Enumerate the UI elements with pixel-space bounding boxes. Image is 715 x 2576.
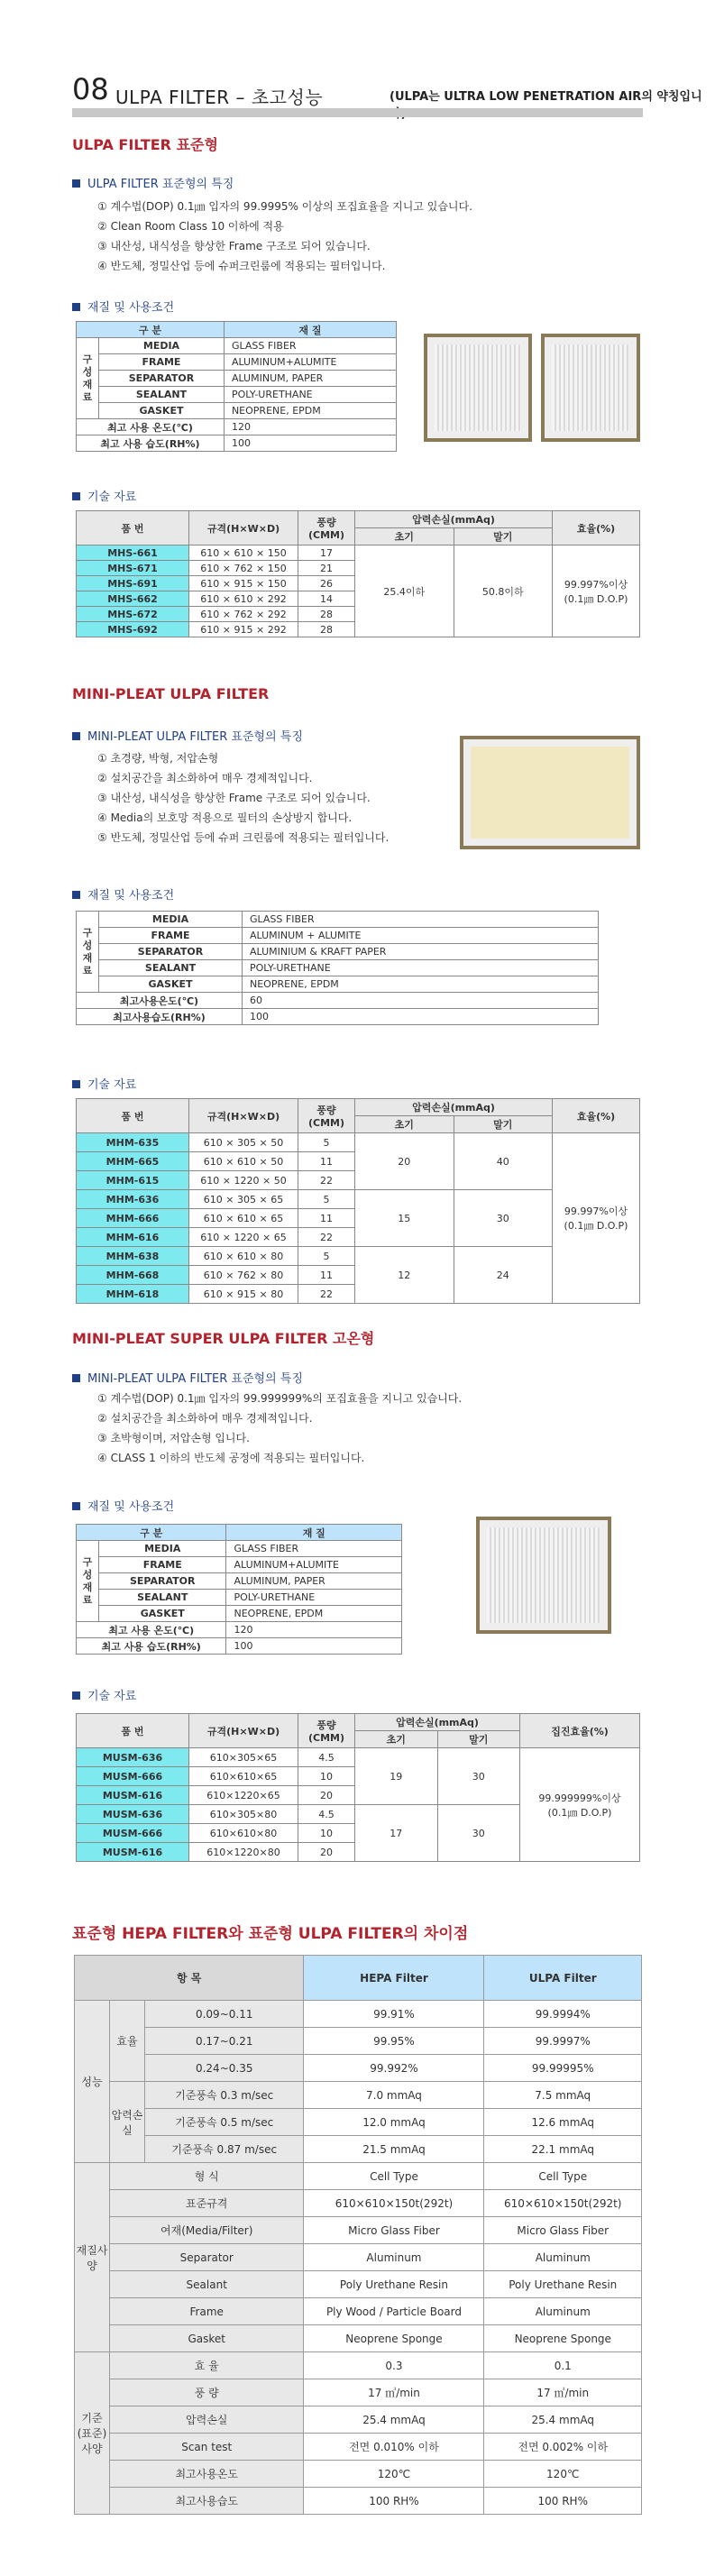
ulpa-filter-image <box>424 334 532 442</box>
super-ulpa-filter-image <box>476 1517 611 1634</box>
section-number: 08 <box>72 72 109 106</box>
page-title: ULPA FILTER – 초고성능 <box>115 87 324 108</box>
square-bullet-icon <box>72 1691 80 1700</box>
section1-features-list: ① 계수법(DOP) 0.1㎛ 입자의 99.9995% 이상의 포집효율을 지니고 있습니다. ② Clean Room Class 10 이하에 적용 ③ 내산성, 내식성을 향상한 Frame 구조로 되어 있습니다. ④ 반도체, 정밀산업 등에 슈퍼크린룸에 적용되는 필터입니다. <box>97 200 472 272</box>
section3-tech-heading: 기술 자료 <box>72 1686 136 1703</box>
section1-material-table: 구 분 재 질 구성재료 MEDIA GLASS FIBER FRAME ALUMINUM+ALUMITE SEPARATOR ALUMINUM, PAPER SEALANT POLY-URETHANE GASKET NEOPRENE, EPDM 최고 사용 온도(℃) 120 최고 사용 습도(RH%) 100 <box>76 321 397 452</box>
section3-features-heading: MINI-PLEAT ULPA FILTER 표준형의 특징 <box>72 1369 303 1386</box>
section1-tech-table: 품 번 규격(H×W×D) 풍량(CMM) 압력손실(mmAq) 효율(%) 초기 말기 MHS-661 610 × 610 × 150 17 25.4이하 50.8이하 99.997%이상 (0.1㎛ D.O.P) MHS-671 610 × 762 × 150 21 MHS-691 610 × 915 × 150 26 MHS-662 610 × 610 × 292 14 MHS-672 610 × 762 × 292 28 MHS-692 610 × 915 × 292 28 <box>76 510 640 637</box>
ulpa-filter-image <box>541 334 640 442</box>
section1-tech-heading: 기술 자료 <box>72 487 136 504</box>
section1-material-heading: 재질 및 사용조건 <box>72 298 174 315</box>
section3-features-list: ① 계수법(DOP) 0.1㎛ 입자의 99.999999%의 포집효율을 지니고 있습니다. ② 설치공간을 최소화하여 매우 경제적입니다. ③ 초박형이며, 저압손형 입니다. ④ CLASS 1 이하의 반도체 공정에 적용되는 필터입니다. <box>97 1392 463 1464</box>
square-bullet-icon <box>72 1080 80 1088</box>
section2-title: MINI-PLEAT ULPA FILTER <box>72 685 270 702</box>
square-bullet-icon <box>72 303 80 311</box>
square-bullet-icon <box>72 179 80 188</box>
section2-material-table: 구성재료 MEDIA GLASS FIBER FRAME ALUMINUM + ALUMITE SEPARATOR ALUMINIUM & KRAFT PAPER SEALANT POLY-URETHANE GASKET NEOPRENE, EPDM 최고사용온도(℃) 60 최고사용습도(RH%) 100 <box>76 911 599 1025</box>
square-bullet-icon <box>72 891 80 899</box>
section2-tech-table: 품 번 규격(H×W×D) 풍량(CMM) 압력손실(mmAq) 효율(%) 초기 말기 MHM-635 610 × 305 × 50 5 20 40 99.997%이상 (0.1㎛ D.O.P) MHM-665 610 × 610 × 50 11 MHM-615 610 × 1220 × 50 22 MHM-636 610 × 305 × 65 5 15 30 MHM-666 610 × 610 × 65 11 MHM-616 610 × 1220 × 65 22 MHM-638 610 × 610 × 80 5 12 24 MHM-668 610 × 762 × 80 11 MHM-618 610 × 915 × 80 22 <box>76 1098 640 1304</box>
section3-material-table: 구 분 재 질 구성재료 MEDIA GLASS FIBER FRAME ALUMINUM+ALUMITE SEPARATOR ALUMINUM, PAPER SEALANT POLY-URETHANE GASKET NEOPRENE, EPDM 최고 사용 온도(℃) 120 최고 사용 습도(RH%) 100 <box>76 1524 402 1655</box>
section2-tech-heading: 기술 자료 <box>72 1075 136 1092</box>
page-subtitle: (ULPA는 ULTRA LOW PENETRATION AIR의 약칭입니 <box>390 90 702 104</box>
section2-features-list: ① 초경량, 박형, 저압손형 ② 설치공간을 최소화하여 매우 경제적입니다. ③ 내산성, 내식성을 향상한 Frame 구조로 되어 있습니다. ④ Media의 보호망 적용으로 필터의 손상방지 합니다. ⑤ 반도체, 정밀산업 등에 슈퍼 크린룸에 적용되는 필터입니다. <box>97 752 390 844</box>
section3-title: MINI-PLEAT SUPER ULPA FILTER 고온형 <box>72 1330 375 1347</box>
header-divider <box>72 108 643 117</box>
comparison-title: 표준형 HEPA FILTER와 표준형 ULPA FILTER의 차이점 <box>72 1925 469 1943</box>
square-bullet-icon <box>72 1374 80 1382</box>
section2-features-heading: MINI-PLEAT ULPA FILTER 표준형의 특징 <box>72 727 303 744</box>
square-bullet-icon <box>72 492 80 500</box>
section1-features-heading: ULPA FILTER 표준형의 특징 <box>72 174 234 191</box>
section1-title: ULPA FILTER 표준형 <box>72 136 218 153</box>
section3-material-heading: 재질 및 사용조건 <box>72 1497 174 1514</box>
section2-material-heading: 재질 및 사용조건 <box>72 885 174 903</box>
square-bullet-icon <box>72 1502 80 1510</box>
section3-tech-table: 품 번 규격(H×W×D) 풍량(CMM) 압력손실(mmAq) 집진효율(%) 초기 말기 MUSM-636 610×305×65 4.5 19 30 99.999999%이상 (0.1㎛ D.O.P) MUSM-666 610×610×65 10 MUSM-616 610×1220×65 20 MUSM-636 610×305×80 4.5 17 30 MUSM-666 610×610×80 10 MUSM-616 610×1220×80 20 <box>76 1713 640 1862</box>
square-bullet-icon <box>72 732 80 740</box>
comparison-table: 항 목 HEPA Filter ULPA Filter 성능 효율 0.09~0.11 99.91% 99.9994% 0.17~0.21 99.95% 99.9997% 0.24~0.35 99.992% 99.99995% 압력손실 기준풍속 0.3 m/sec 7.0 mmAq 7.5 mmAq 기준풍속 0.5 m/sec 12.0 mmAq 12.6 mmAq 기준풍속 0.87 m/sec 21.5 mmAq 22.1 mmAq 재질사양 형 식 Cell Type Cell Type 표준규격 610×610×150t(292t) 610×610×150t(292t) 여재(Media/Filter) Micro Glass Fiber Micro Glass Fiber Separator Aluminum Aluminum Sealant Poly Urethane Resin Poly Urethane Resin Frame Ply Wood / Particle Board Aluminum Gasket Neoprene Sponge Neoprene Sponge 기준(표준)사양 효 율 0.3 0.1 풍 량 17 ㎥/min 17 ㎥/min 압력손실 25.4 mmAq 25.4 mmAq Scan test 전면 0.010% 이하 전면 0.002% 이하 최고사용온도 120℃ 120℃ 최고사용습도 100 RH% 100 RH% <box>74 1955 642 2515</box>
mini-pleat-filter-image <box>460 736 640 849</box>
